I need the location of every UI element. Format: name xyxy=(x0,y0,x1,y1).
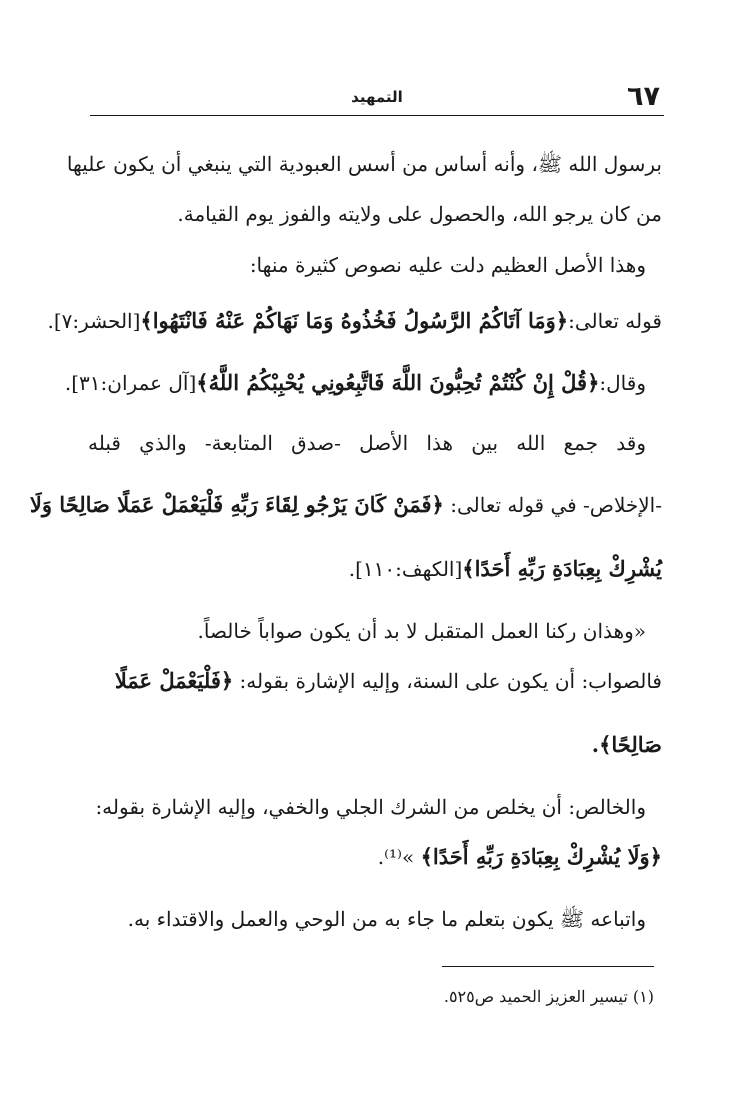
text-line-10 xyxy=(88,664,662,698)
quran-verse-fragment: ﴿وَلَا يُشْرِكْ بِعِبَادَةِ رَبِّهِ أَحَدًا﴾ xyxy=(420,844,662,869)
running-title: التمهيد xyxy=(351,88,403,106)
verse-reference: [آل عمران:٣١]. xyxy=(64,371,197,395)
text-line-9: «وهذان ركنا العمل المتقبل لا بد أن يكون صواباً خالصاً. xyxy=(197,619,646,643)
verse-line-kahf-2 xyxy=(88,552,662,586)
text-line-3: وهذا الأصل العظيم دلت عليه نصوص كثيرة منها: xyxy=(249,253,646,277)
text-line-14: واتباعه ﷺ يكون بتعلم ما جاء به من الوحي والعمل والاقتداء به. xyxy=(127,907,646,931)
verse-line-kahf-1 xyxy=(29,488,662,522)
verse-intro: -الإخلاص- في قوله تعالى: xyxy=(450,493,662,517)
page-header xyxy=(90,82,664,116)
header-rule xyxy=(90,115,664,116)
text-line-2: من كان يرجو الله، والحصول على ولايته والفوز يوم القيامة. xyxy=(177,202,662,226)
verse-reference: [الحشر:٧]. xyxy=(47,309,141,333)
verse-intro: قوله تعالى: xyxy=(568,309,662,333)
footnote: (١) تيسير العزيز الحميد ص٥٢٥. xyxy=(443,987,654,1006)
text-line-1: برسول الله ﷺ، وأنه أساس من أسس العبودية التي ينبغي أن يكون عليها xyxy=(66,152,662,176)
text-segment: فالصواب: أن يكون على السنة، وإليه الإشارة بقوله: xyxy=(239,669,662,693)
verse-intro: وقال: xyxy=(599,371,646,395)
quran-verse-fragment: ﴿فَلْيَعْمَلْ عَمَلًا xyxy=(114,668,234,693)
page-number: ٦٧ xyxy=(627,81,660,112)
verse-line-imran xyxy=(64,366,646,400)
text-line-11 xyxy=(88,728,662,762)
text-line-13 xyxy=(88,840,662,874)
text-line-6: وقد جمع الله بين هذا الأصل -صدق المتابعة- والذي قبله xyxy=(88,431,646,455)
verse-line-hashr xyxy=(47,304,662,338)
text-segment: »⁽¹⁾. xyxy=(377,845,415,869)
text-line-12: والخالص: أن يخلص من الشرك الجلي والخفي، وإليه الإشارة بقوله: xyxy=(95,795,646,819)
quran-verse-hashr: ﴿وَمَا آتَاكُمُ الرَّسُولُ فَخُذُوهُ وَمَا نَهَاكُمْ عَنْهُ فَانْتَهُوا﴾ xyxy=(140,308,569,333)
verse-reference: [الكهف:١١٠]. xyxy=(348,557,463,581)
quran-verse-kahf-part1: ﴿فَمَنْ كَانَ يَرْجُو لِقَاءَ رَبِّهِ فَلْيَعْمَلْ عَمَلًا صَالِحًا وَلَا xyxy=(29,492,444,517)
footnote-rule xyxy=(442,966,654,967)
quran-verse-fragment: صَالِحًا﴾. xyxy=(591,732,662,757)
quran-verse-kahf-part2: يُشْرِكْ بِعِبَادَةِ رَبِّهِ أَحَدًا﴾ xyxy=(462,556,662,581)
quran-verse-imran: ﴿قُلْ إِنْ كُنْتُمْ تُحِبُّونَ اللَّهَ فَاتَّبِعُونِي يُحْبِبْكُمُ اللَّهُ﴾ xyxy=(196,370,600,395)
